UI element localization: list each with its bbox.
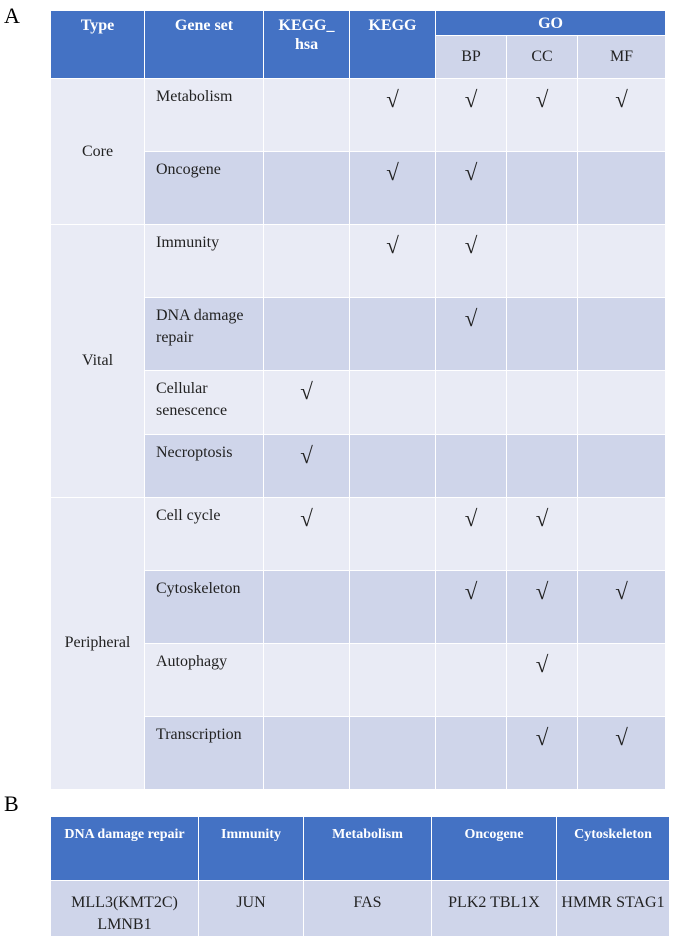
- check-cell-bp: [436, 643, 507, 716]
- check-cell-mf: [578, 298, 666, 371]
- check-cell-kegg-hsa: [264, 643, 350, 716]
- check-cell-kegg-hsa: √: [264, 497, 350, 570]
- check-cell-kegg: [350, 434, 436, 497]
- check-cell-kegg-hsa: √: [264, 371, 350, 434]
- header-go-cc: CC: [507, 36, 578, 79]
- check-cell-cc: √: [507, 497, 578, 570]
- header-gene-set: Gene set: [145, 11, 264, 79]
- header-oncogene: Oncogene: [432, 817, 557, 881]
- gene-set-cell: Cytoskeleton: [145, 570, 264, 643]
- gene-set-cell: Immunity: [145, 225, 264, 298]
- panel-label-a: A: [4, 3, 20, 28]
- check-cell-cc: √: [507, 716, 578, 789]
- check-cell-kegg: [350, 716, 436, 789]
- header-kegg-hsa: KEGG_ hsa: [264, 11, 350, 79]
- check-cell-mf: √: [578, 79, 666, 152]
- genes-metabolism: FAS: [304, 881, 432, 937]
- check-cell-kegg-hsa: √: [264, 434, 350, 497]
- check-cell-cc: √: [507, 570, 578, 643]
- check-cell-bp: [436, 434, 507, 497]
- type-cell-core: Core: [51, 79, 145, 225]
- check-cell-kegg: [350, 497, 436, 570]
- check-cell-kegg: [350, 570, 436, 643]
- check-cell-mf: [578, 643, 666, 716]
- type-cell-vital: Vital: [51, 225, 145, 497]
- check-cell-bp: √: [436, 79, 507, 152]
- check-cell-cc: √: [507, 643, 578, 716]
- table-row: [51, 225, 666, 298]
- gene-set-cell: Cell cycle: [145, 497, 264, 570]
- check-cell-bp: √: [436, 497, 507, 570]
- check-cell-kegg: [350, 371, 436, 434]
- genes-cytoskeleton: HMMR STAG1: [557, 881, 670, 937]
- panel-label-b: B: [4, 791, 19, 816]
- type-cell-peripheral: Peripheral: [51, 497, 145, 789]
- header-immunity: Immunity: [199, 817, 304, 881]
- check-cell-bp: √: [436, 152, 507, 225]
- check-cell-bp: [436, 716, 507, 789]
- header-cytoskeleton: Cytoskeleton: [557, 817, 670, 881]
- header-go: GO: [436, 11, 666, 36]
- check-cell-cc: [507, 371, 578, 434]
- check-cell-kegg: [350, 643, 436, 716]
- check-cell-cc: √: [507, 79, 578, 152]
- check-cell-mf: [578, 497, 666, 570]
- check-cell-mf: √: [578, 570, 666, 643]
- check-cell-cc: [507, 225, 578, 298]
- gene-set-cell: DNA damage repair: [145, 298, 264, 371]
- check-cell-kegg: [350, 298, 436, 371]
- check-cell-kegg-hsa: [264, 298, 350, 371]
- gene-set-cell: Metabolism: [145, 79, 264, 152]
- header-type: Type: [51, 11, 145, 79]
- check-cell-kegg: √: [350, 79, 436, 152]
- check-cell-bp: √: [436, 570, 507, 643]
- check-cell-mf: [578, 434, 666, 497]
- table-row: [51, 497, 666, 570]
- gene-set-table: [50, 10, 666, 790]
- check-cell-cc: [507, 434, 578, 497]
- representative-genes-table: [50, 816, 670, 937]
- check-cell-bp: √: [436, 298, 507, 371]
- header-go-mf: MF: [578, 36, 666, 79]
- check-cell-mf: [578, 152, 666, 225]
- header-metabolism: Metabolism: [304, 817, 432, 881]
- gene-set-cell: Necroptosis: [145, 434, 264, 497]
- check-cell-kegg-hsa: [264, 716, 350, 789]
- check-cell-bp: √: [436, 225, 507, 298]
- genes-immunity: JUN: [199, 881, 304, 937]
- gene-set-cell: Transcription: [145, 716, 264, 789]
- check-cell-kegg-hsa: [264, 79, 350, 152]
- check-cell-mf: [578, 371, 666, 434]
- gene-set-cell: Cellular senescence: [145, 371, 264, 434]
- check-cell-kegg-hsa: [264, 570, 350, 643]
- check-cell-cc: [507, 152, 578, 225]
- check-cell-cc: [507, 298, 578, 371]
- header-dna-damage-repair: DNA damage repair: [51, 817, 199, 881]
- header-kegg: KEGG: [350, 11, 436, 79]
- gene-set-cell: Oncogene: [145, 152, 264, 225]
- check-cell-kegg-hsa: [264, 152, 350, 225]
- gene-set-cell: Autophagy: [145, 643, 264, 716]
- check-cell-mf: [578, 225, 666, 298]
- check-cell-bp: [436, 371, 507, 434]
- check-cell-kegg: √: [350, 225, 436, 298]
- table-row: [51, 79, 666, 152]
- header-go-bp: BP: [436, 36, 507, 79]
- genes-dna-damage-repair: MLL3(KMT2C) LMNB1: [51, 881, 199, 937]
- check-cell-kegg-hsa: [264, 225, 350, 298]
- check-cell-kegg: √: [350, 152, 436, 225]
- check-cell-mf: √: [578, 716, 666, 789]
- genes-oncogene: PLK2 TBL1X: [432, 881, 557, 937]
